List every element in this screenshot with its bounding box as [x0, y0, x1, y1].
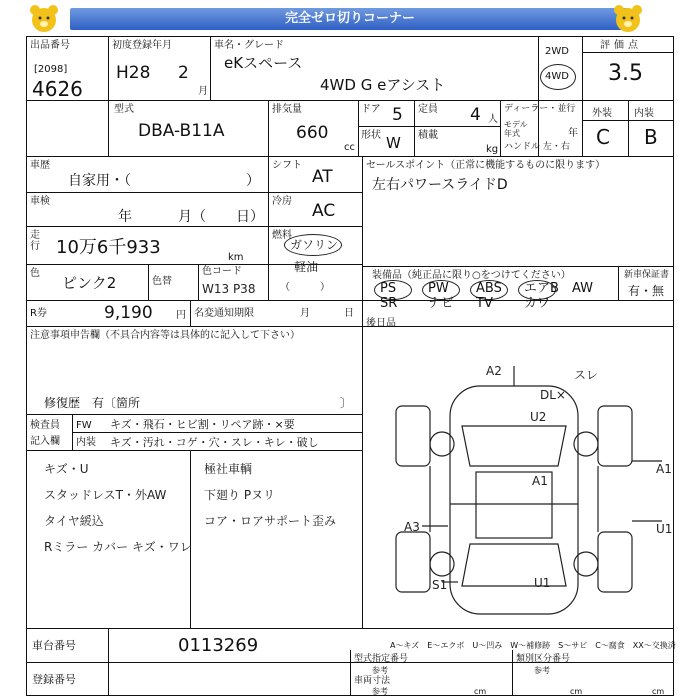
memo-right-line-1: 下廻り Pヌリ	[204, 488, 276, 502]
color-label: 色	[30, 268, 40, 279]
reg-year: H28	[116, 63, 151, 83]
model-label: 型式	[114, 104, 134, 115]
dims-unit-2: cm	[570, 687, 583, 696]
equipment-item-row2-2: TV	[476, 296, 493, 311]
load-label: 積載	[418, 130, 438, 141]
disp-unit: cc	[344, 142, 355, 153]
type-no-sub: 参考	[372, 666, 388, 675]
sales-value: 左右パワースライドD	[372, 177, 508, 193]
diag-u1-rear: U1	[534, 576, 551, 590]
handle-label: ハンドル 左・右	[504, 142, 570, 152]
rear-label: 後日品	[366, 318, 396, 329]
dims-unit-3: cm	[652, 687, 665, 696]
reg-month: 2	[178, 63, 189, 83]
fuel-gas: ガソリン	[290, 238, 339, 252]
equipment-item-row1-0: PS	[380, 281, 397, 296]
fuel-diesel: 軽油	[294, 260, 319, 274]
lot-number: 4626	[32, 77, 83, 101]
dims-unit-1: cm	[474, 687, 487, 696]
dealer-label: ディーラー・並行	[504, 104, 576, 114]
fuel-paren: （ ）	[280, 282, 330, 293]
equipment-label: 装備品（純正品に限り○をつけてください）	[372, 270, 571, 281]
inspector-label-2: 記入欄	[30, 436, 60, 447]
legend-text: A～キズ E～エクボ U～凹み W～補修跡 S～サビ C～腐食 XX～交換済	[390, 641, 676, 650]
model-year-label: モデル 年式	[504, 120, 528, 138]
shape-label: 形状	[361, 130, 381, 141]
registration-label: 登録番号	[32, 673, 76, 686]
mileage-label: 走行	[30, 230, 40, 252]
reg-month-unit: 月	[198, 86, 208, 97]
model-value: DBA-B11A	[138, 121, 225, 141]
history-value: 自家用・（	[68, 173, 131, 189]
diag-a1-right: A1	[656, 462, 672, 476]
int-label: 内装	[634, 108, 654, 119]
car-name: eKスペース	[224, 54, 303, 72]
tax-month: 月	[300, 308, 310, 319]
notes-label: 注意事項申告欄（不具合内容等は具体的に記入して下さい）	[30, 330, 300, 341]
color-code-label: 色コード	[202, 266, 242, 277]
score-label: 評価点	[600, 40, 642, 51]
drive-value: 4WD	[545, 71, 569, 82]
equipment-item-row2-1: ナビ	[428, 296, 455, 311]
warranty-value: 有・無	[628, 284, 665, 298]
repair-label: 修復歴 有〔箇所	[44, 396, 141, 410]
memo-left-line-2: タイヤ緩込	[44, 514, 104, 528]
ext-value: C	[596, 125, 610, 149]
doors-value: 5	[392, 105, 403, 125]
recycle-label: R券	[30, 308, 47, 319]
memo-right-line-2: コア・ロアサポート歪み	[204, 514, 337, 528]
diag-a1-center: A1	[532, 474, 548, 488]
shape-value: W	[386, 134, 401, 152]
inspector-label-1: 検査員	[30, 420, 60, 431]
equipment-item-row1-1: PW	[428, 281, 449, 296]
drive-label: 2WD	[545, 46, 569, 57]
inspector-row-1: キズ・飛石・ヒビ割・リペア跡・×要	[110, 418, 295, 431]
mileage-value: 10万6千933	[56, 237, 161, 258]
bear-mascot-left-icon	[28, 3, 60, 35]
diag-u1-right: U1	[656, 522, 673, 536]
capacity-label: 定員	[418, 104, 438, 115]
inspection-month: 月（	[178, 209, 206, 225]
ext-label: 外装	[592, 108, 612, 119]
shift-value: AT	[312, 167, 333, 187]
chassis-label: 車台番号	[32, 639, 76, 652]
inspector-naiso: 内装	[76, 437, 96, 448]
capacity-value: 4	[470, 105, 481, 125]
mileage-unit: km	[228, 252, 244, 263]
aircon-value: AC	[312, 201, 336, 221]
car-grade: 4WD G eアシスト	[320, 76, 446, 94]
tax-label: 名変通知期限	[194, 308, 254, 319]
load-unit: kg	[486, 144, 499, 155]
shift-label: シフト	[272, 160, 302, 171]
car-damage-diagram	[362, 336, 674, 626]
doors-label: ドア	[361, 104, 381, 115]
class-no-sub: 参考	[534, 666, 550, 675]
warranty-label: 新車保証書	[624, 270, 670, 280]
history-label: 車歴	[30, 160, 50, 171]
history-close: ）	[246, 173, 260, 189]
banner-title: 完全ゼロ切りコーナー	[70, 8, 630, 30]
disp-label: 排気量	[272, 104, 302, 115]
inspection-label: 車検	[30, 196, 50, 207]
diag-s1: S1	[432, 578, 448, 592]
equipment-item-row2-0: SR	[380, 296, 398, 311]
lot-label: 出品番号	[30, 40, 70, 51]
inspection-day: 日）	[236, 209, 264, 225]
diag-u2: U2	[530, 410, 547, 424]
type-no-label: 型式指定番号	[354, 654, 409, 664]
memo-left-line-1: スタッドレスT・外AW	[44, 488, 167, 502]
fuel-label: 燃料	[272, 230, 292, 241]
bear-mascot-right-icon	[612, 3, 644, 35]
equipment-item-row1-2: ABS	[476, 281, 502, 296]
dims-label: 車両寸法	[354, 676, 391, 686]
disp-value: 660	[296, 123, 329, 143]
diag-a2: A2	[486, 364, 502, 378]
inspection-year: 年	[118, 209, 132, 225]
aircon-label: 冷房	[272, 196, 292, 207]
chassis-value: 0113269	[178, 635, 259, 656]
score-value: 3.5	[608, 61, 643, 86]
lot-sub: [2098]	[34, 64, 68, 75]
equipment-item-row1-4: AW	[572, 281, 594, 296]
diag-sure: スレ	[574, 368, 599, 382]
inspector-fw: FW	[76, 420, 92, 431]
dims-sub: 参考	[372, 687, 388, 696]
class-no-label: 類別区分番号	[516, 654, 571, 664]
name-label: 車名・グレード	[214, 40, 284, 51]
equipment-item-row1-3: エアB	[524, 281, 559, 296]
int-value: B	[644, 125, 658, 149]
equipment-item-row2-3: カワ	[524, 296, 551, 311]
inspector-row-2: キズ・汚れ・コゲ・穴・スレ・キレ・破し	[110, 436, 319, 449]
repair-close: 〕	[340, 396, 353, 410]
recycle-value: 9,190	[104, 303, 153, 323]
memo-right-line-0: 極社車輌	[204, 462, 253, 476]
diag-dlx: DL×	[540, 388, 566, 402]
recycle-unit: 円	[176, 310, 186, 321]
capacity-unit: 人	[488, 114, 498, 125]
model-year-unit: 年	[568, 128, 578, 139]
sales-label: セールスポイント（正常に機能するものに限ります）	[366, 160, 606, 171]
color-code: W13 P38	[202, 282, 256, 296]
diag-a3: A3	[404, 520, 420, 534]
memo-left-line-0: キズ・U	[44, 462, 89, 476]
color-swap-label: 色替	[152, 276, 172, 287]
reg-label: 初度登録年月	[112, 40, 172, 51]
color-value: ピンク2	[62, 274, 117, 292]
tax-day: 日	[344, 308, 354, 319]
memo-left-line-3: Rミラー カバー キズ・ワレ	[44, 540, 192, 554]
